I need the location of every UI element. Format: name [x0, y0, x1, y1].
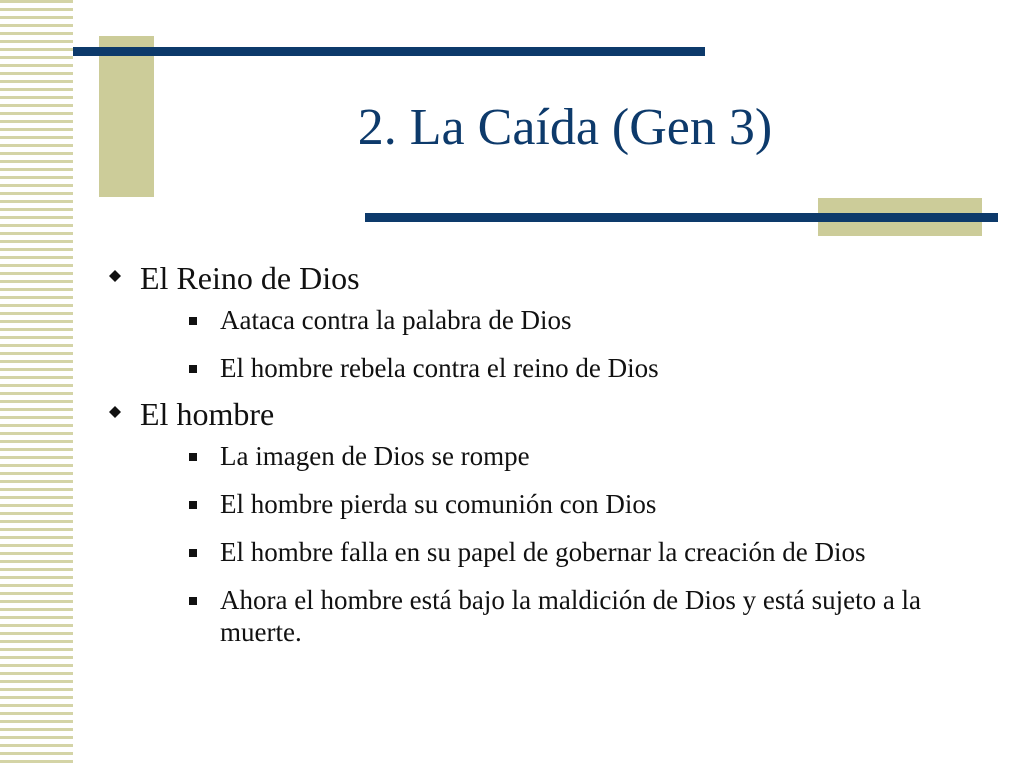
list-item: La imagen de Dios se rompe [140, 440, 975, 472]
list-item: Ahora el hombre está bajo la maldición de Dios y está sujeto a la muerte. [140, 584, 975, 648]
square-icon [189, 597, 197, 605]
square-icon [189, 453, 197, 461]
slide-title: 2. La Caída (Gen 3) [357, 99, 773, 156]
section-hombre [105, 394, 975, 648]
diamond-icon [109, 270, 121, 282]
section-heading: El Reino de Dios [140, 260, 360, 296]
list-item: El hombre pierda su comunión con Dios [140, 488, 975, 520]
decorative-stripes [0, 0, 73, 768]
decorative-bar-top [73, 47, 705, 56]
sub-list [140, 304, 975, 384]
decorative-bar-bottom [365, 213, 998, 222]
square-icon [189, 501, 197, 509]
square-icon [189, 317, 197, 325]
list-item: Aataca contra la palabra de Dios [140, 304, 975, 336]
slide-content [105, 258, 975, 658]
decorative-block-top [99, 36, 154, 197]
section-heading: El hombre [140, 396, 275, 432]
sub-list [140, 440, 975, 648]
diamond-icon [109, 406, 121, 418]
square-icon [189, 549, 197, 557]
square-icon [189, 365, 197, 373]
list-item: El hombre falla en su papel de gobernar la creación de Dios [140, 536, 975, 568]
section-reino [105, 258, 975, 384]
list-item: El hombre rebela contra el reino de Dios [140, 352, 975, 384]
